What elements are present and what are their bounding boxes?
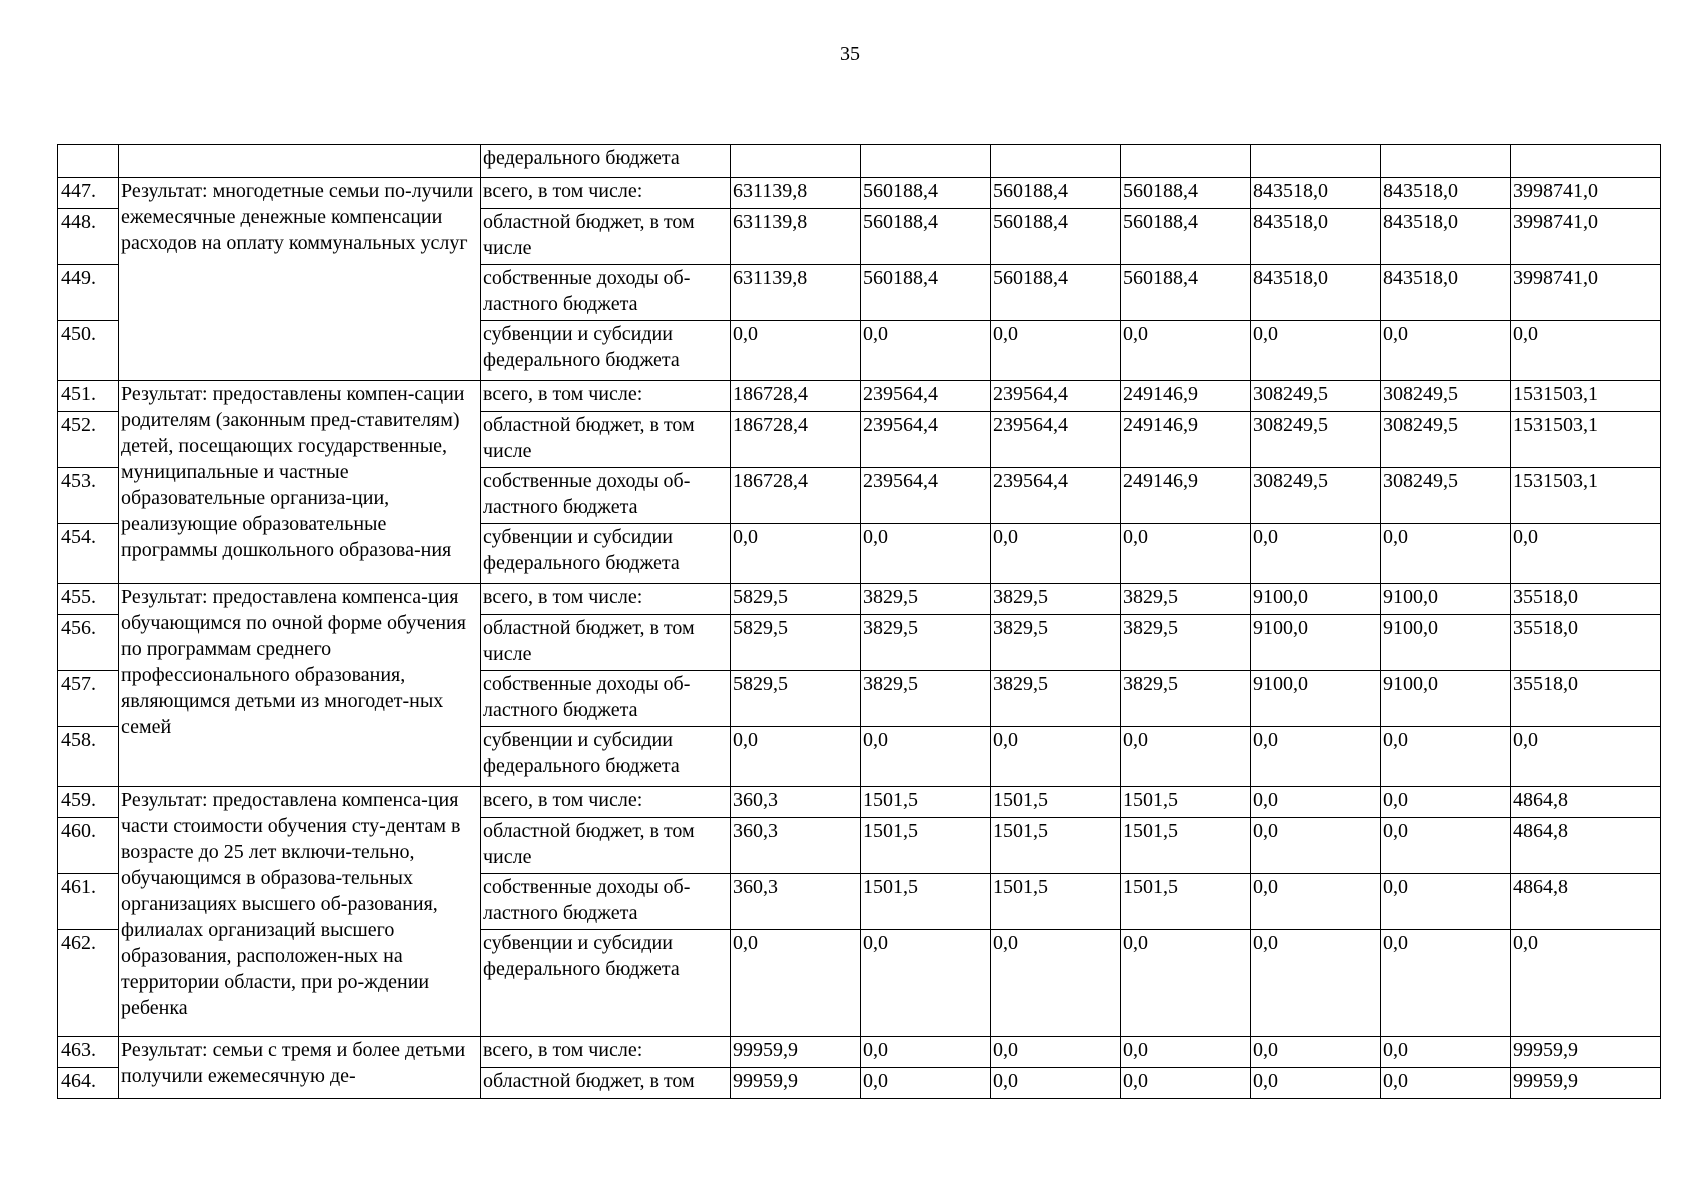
result-description: Результат: предоставлена компенса-ция части стоимости обучения сту-дентам в возрасте до 25 лет включи-тельно, обучающимся в образова-тельных организациях высшего об-разования, филиалах организаций высшего образования, расположен-ных на территории области, при ро-ждении ребенка <box>119 787 481 1037</box>
table-row <box>58 178 1661 209</box>
indicator-cell: всего, в том числе: <box>481 584 731 615</box>
value-cell: 1501,5 <box>991 874 1121 930</box>
indicator-cell: федерального бюджета <box>481 145 731 178</box>
value-cell: 0,0 <box>1251 1068 1381 1099</box>
row-number: 463. <box>58 1037 119 1068</box>
value-cell: 1501,5 <box>1121 874 1251 930</box>
value-cell: 9100,0 <box>1381 615 1511 671</box>
value-cell: 9100,0 <box>1381 671 1511 727</box>
row-number: 460. <box>58 818 119 874</box>
value-cell: 1501,5 <box>1121 787 1251 818</box>
indicator-cell: субвенции и субсидии федерального бюджета <box>481 321 731 381</box>
total-cell: 3998741,0 <box>1511 209 1661 265</box>
value-cell: 0,0 <box>1121 321 1251 381</box>
indicator-cell: собственные доходы об-ластного бюджета <box>481 468 731 524</box>
total-cell: 99959,9 <box>1511 1037 1661 1068</box>
value-cell: 560188,4 <box>991 265 1121 321</box>
indicator-cell: собственные доходы об-ластного бюджета <box>481 671 731 727</box>
row-number: 454. <box>58 524 119 584</box>
value-cell: 0,0 <box>991 1037 1121 1068</box>
value-cell: 0,0 <box>991 930 1121 1037</box>
total-cell: 0,0 <box>1511 930 1661 1037</box>
value-cell: 249146,9 <box>1121 381 1251 412</box>
total-cell: 4864,8 <box>1511 818 1661 874</box>
row-number: 457. <box>58 671 119 727</box>
value-cell: 0,0 <box>1381 524 1511 584</box>
value-cell: 239564,4 <box>861 381 991 412</box>
value-cell: 1501,5 <box>991 787 1121 818</box>
value-cell: 843518,0 <box>1381 265 1511 321</box>
value-cell: 9100,0 <box>1251 671 1381 727</box>
value-cell: 0,0 <box>1251 524 1381 584</box>
value-cell: 308249,5 <box>1251 412 1381 468</box>
total-cell: 0,0 <box>1511 321 1661 381</box>
page-number: 35 <box>840 43 860 65</box>
value-cell: 3829,5 <box>991 584 1121 615</box>
value-cell: 843518,0 <box>1381 178 1511 209</box>
total-cell: 1531503,1 <box>1511 412 1661 468</box>
value-cell: 560188,4 <box>991 209 1121 265</box>
indicator-cell: областной бюджет, в том числе <box>481 615 731 671</box>
value-cell: 0,0 <box>1251 930 1381 1037</box>
value-cell: 560188,4 <box>861 265 991 321</box>
indicator-cell: областной бюджет, в том <box>481 1068 731 1099</box>
value-cell: 3829,5 <box>991 615 1121 671</box>
value-cell: 1501,5 <box>861 874 991 930</box>
row-number: 448. <box>58 209 119 265</box>
value-cell: 1501,5 <box>991 818 1121 874</box>
table-row <box>58 787 1661 818</box>
indicator-cell: всего, в том числе: <box>481 1037 731 1068</box>
value-cell: 0,0 <box>1381 930 1511 1037</box>
value-cell: 0,0 <box>1251 874 1381 930</box>
row-number: 455. <box>58 584 119 615</box>
total-cell: 35518,0 <box>1511 584 1661 615</box>
total-cell: 1531503,1 <box>1511 381 1661 412</box>
value-cell: 239564,4 <box>991 468 1121 524</box>
value-cell: 360,3 <box>731 787 861 818</box>
value-cell: 0,0 <box>1251 321 1381 381</box>
indicator-cell: всего, в том числе: <box>481 381 731 412</box>
value-cell: 239564,4 <box>861 412 991 468</box>
value-cell: 0,0 <box>1251 818 1381 874</box>
row-number: 464. <box>58 1068 119 1099</box>
total-cell: 35518,0 <box>1511 615 1661 671</box>
value-cell: 186728,4 <box>731 412 861 468</box>
value-cell: 1501,5 <box>1121 818 1251 874</box>
value-cell: 3829,5 <box>861 584 991 615</box>
indicator-cell: областной бюджет, в том числе <box>481 209 731 265</box>
value-cell: 360,3 <box>731 818 861 874</box>
value-cell: 0,0 <box>1121 930 1251 1037</box>
value-cell: 0,0 <box>861 1068 991 1099</box>
value-cell: 5829,5 <box>731 615 861 671</box>
row-number: 449. <box>58 265 119 321</box>
value-cell: 239564,4 <box>991 412 1121 468</box>
value-cell: 0,0 <box>731 727 861 787</box>
value-cell: 843518,0 <box>1251 209 1381 265</box>
value-cell: 3829,5 <box>991 671 1121 727</box>
value-cell: 99959,9 <box>731 1037 861 1068</box>
indicator-cell: собственные доходы об-ластного бюджета <box>481 265 731 321</box>
value-cell: 308249,5 <box>1251 381 1381 412</box>
indicator-cell: субвенции и субсидии федерального бюджета <box>481 727 731 787</box>
value-cell: 186728,4 <box>731 468 861 524</box>
total-cell: 0,0 <box>1511 727 1661 787</box>
value-cell: 3829,5 <box>1121 671 1251 727</box>
table-row <box>58 584 1661 615</box>
value-cell: 843518,0 <box>1251 265 1381 321</box>
value-cell: 0,0 <box>1381 727 1511 787</box>
value-cell: 0,0 <box>1381 1068 1511 1099</box>
value-cell: 0,0 <box>731 321 861 381</box>
value-cell: 3829,5 <box>861 615 991 671</box>
total-cell: 99959,9 <box>1511 1068 1661 1099</box>
value-cell: 0,0 <box>1121 1037 1251 1068</box>
value-cell: 0,0 <box>991 1068 1121 1099</box>
value-cell: 1501,5 <box>861 818 991 874</box>
value-cell: 308249,5 <box>1381 468 1511 524</box>
value-cell: 0,0 <box>1251 787 1381 818</box>
value-cell: 99959,9 <box>731 1068 861 1099</box>
value-cell: 0,0 <box>861 930 991 1037</box>
value-cell: 3829,5 <box>1121 615 1251 671</box>
indicator-cell: собственные доходы об-ластного бюджета <box>481 874 731 930</box>
value-cell: 631139,8 <box>731 178 861 209</box>
value-cell: 0,0 <box>861 321 991 381</box>
result-description: Результат: семьи с тремя и более детьми получили ежемесячную де- <box>119 1037 481 1099</box>
value-cell: 9100,0 <box>1251 615 1381 671</box>
value-cell: 239564,4 <box>991 381 1121 412</box>
indicator-cell: субвенции и субсидии федерального бюджета <box>481 524 731 584</box>
value-cell: 360,3 <box>731 874 861 930</box>
result-description: Результат: многодетные семьи по-лучили ежемесячные денежные компенсации расходов на оплату коммунальных услуг <box>119 178 481 381</box>
value-cell: 0,0 <box>1381 787 1511 818</box>
row-number: 459. <box>58 787 119 818</box>
row-number: 447. <box>58 178 119 209</box>
value-cell: 1501,5 <box>861 787 991 818</box>
value-cell: 0,0 <box>1381 874 1511 930</box>
value-cell: 0,0 <box>1121 1068 1251 1099</box>
value-cell: 0,0 <box>861 1037 991 1068</box>
value-cell: 0,0 <box>1381 321 1511 381</box>
value-cell: 239564,4 <box>861 468 991 524</box>
value-cell: 0,0 <box>861 524 991 584</box>
row-number: 452. <box>58 412 119 468</box>
value-cell: 631139,8 <box>731 209 861 265</box>
value-cell: 0,0 <box>1381 818 1511 874</box>
value-cell: 0,0 <box>861 727 991 787</box>
budget-table <box>57 144 1661 1099</box>
value-cell: 843518,0 <box>1381 209 1511 265</box>
value-cell: 308249,5 <box>1381 381 1511 412</box>
value-cell: 186728,4 <box>731 381 861 412</box>
row-number: 458. <box>58 727 119 787</box>
value-cell: 560188,4 <box>1121 265 1251 321</box>
total-cell: 4864,8 <box>1511 787 1661 818</box>
table-row <box>58 381 1661 412</box>
indicator-cell: областной бюджет, в том числе <box>481 412 731 468</box>
value-cell: 3829,5 <box>1121 584 1251 615</box>
row-number: 461. <box>58 874 119 930</box>
indicator-cell: всего, в том числе: <box>481 178 731 209</box>
indicator-cell: областной бюджет, в том числе <box>481 818 731 874</box>
row-number: 450. <box>58 321 119 381</box>
table-row-continuation <box>58 145 1661 178</box>
indicator-cell: всего, в том числе: <box>481 787 731 818</box>
value-cell: 249146,9 <box>1121 412 1251 468</box>
value-cell: 249146,9 <box>1121 468 1251 524</box>
value-cell: 0,0 <box>991 321 1121 381</box>
value-cell: 0,0 <box>731 930 861 1037</box>
total-cell: 0,0 <box>1511 524 1661 584</box>
indicator-cell: субвенции и субсидии федерального бюджета <box>481 930 731 1037</box>
value-cell: 560188,4 <box>1121 209 1251 265</box>
row-number: 456. <box>58 615 119 671</box>
total-cell: 1531503,1 <box>1511 468 1661 524</box>
value-cell: 631139,8 <box>731 265 861 321</box>
value-cell: 9100,0 <box>1251 584 1381 615</box>
value-cell: 560188,4 <box>1121 178 1251 209</box>
value-cell: 9100,0 <box>1381 584 1511 615</box>
result-description: Результат: предоставлена компенса-ция обучающимся по очной форме обучения по программам среднего профессионального образования, являющимся детьми из многодет-ных семей <box>119 584 481 787</box>
value-cell: 0,0 <box>731 524 861 584</box>
value-cell: 560188,4 <box>861 178 991 209</box>
value-cell: 843518,0 <box>1251 178 1381 209</box>
value-cell: 0,0 <box>1251 727 1381 787</box>
value-cell: 0,0 <box>1251 1037 1381 1068</box>
value-cell: 560188,4 <box>861 209 991 265</box>
value-cell: 5829,5 <box>731 671 861 727</box>
value-cell: 0,0 <box>991 524 1121 584</box>
result-description: Результат: предоставлены компен-сации родителям (законным пред-ставителям) детей, посещающих государственные, муниципальные и частные образовательные организа-ции, реализующие образовательные программы дошкольного образова-ния <box>119 381 481 584</box>
value-cell: 3829,5 <box>861 671 991 727</box>
value-cell: 0,0 <box>1381 1037 1511 1068</box>
value-cell: 0,0 <box>1121 727 1251 787</box>
total-cell: 4864,8 <box>1511 874 1661 930</box>
value-cell: 308249,5 <box>1251 468 1381 524</box>
value-cell: 308249,5 <box>1381 412 1511 468</box>
value-cell: 0,0 <box>1121 524 1251 584</box>
value-cell: 0,0 <box>991 727 1121 787</box>
row-number: 453. <box>58 468 119 524</box>
table-row <box>58 1037 1661 1068</box>
value-cell: 5829,5 <box>731 584 861 615</box>
row-number: 462. <box>58 930 119 1037</box>
total-cell: 35518,0 <box>1511 671 1661 727</box>
row-number: 451. <box>58 381 119 412</box>
value-cell: 560188,4 <box>991 178 1121 209</box>
total-cell: 3998741,0 <box>1511 178 1661 209</box>
total-cell: 3998741,0 <box>1511 265 1661 321</box>
